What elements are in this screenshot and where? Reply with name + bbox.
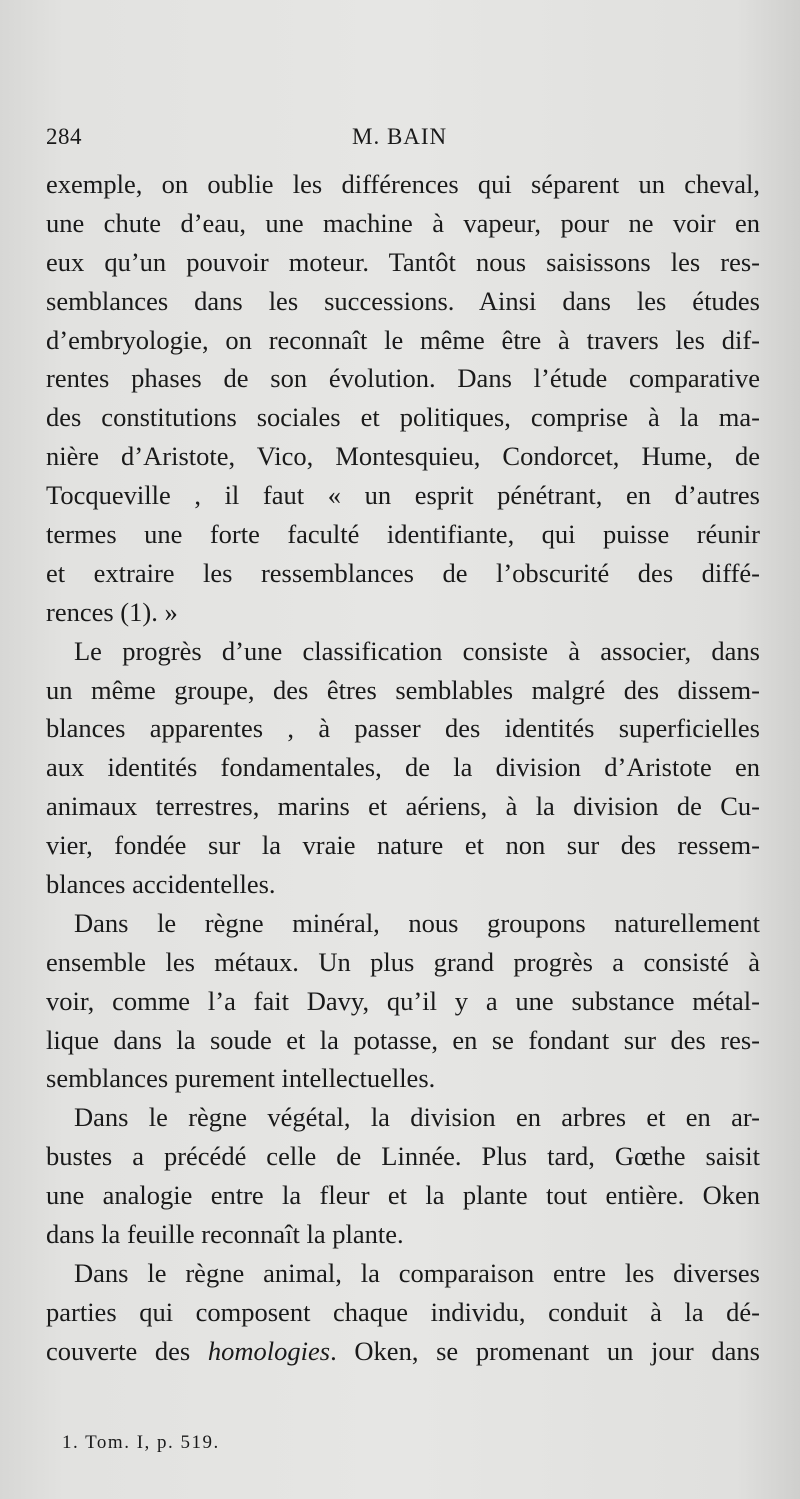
text-line: eux qu’un pouvoir moteur. Tantôt nous saisissons les res- bbox=[46, 246, 760, 277]
text-line: exemple, on oublie les différences qui séparent un cheval, bbox=[46, 169, 760, 199]
text-line: rences (1). » bbox=[46, 596, 178, 627]
text-line: parties qui composent chaque individu, conduit à la dé- bbox=[46, 1296, 760, 1327]
text-line: d’embryologie, on reconnaît le même être à travers les dif- bbox=[46, 324, 760, 355]
text-line: vier, fondée sur la vraie nature et non sur des ressem- bbox=[46, 830, 760, 861]
text-line: une analogie entre la fleur et la plante tout entière. Oken bbox=[46, 1180, 760, 1211]
page-number: 284 bbox=[46, 124, 82, 149]
body-text bbox=[46, 165, 760, 1371]
text-line: des constitutions sociales et politiques, comprise à la ma- bbox=[46, 402, 760, 433]
text-line: termes une forte faculté identifiante, qui puisse réunir bbox=[46, 519, 760, 550]
text-line: un même groupe, des êtres semblables malgré des dissem- bbox=[46, 674, 760, 705]
text-line: semblances purement intellectuelles. bbox=[46, 1063, 436, 1094]
text-line: blances apparentes , à passer des identités superficielles bbox=[46, 713, 760, 744]
text-line: animaux terrestres, marins et aériens, à la division de Cu- bbox=[46, 791, 760, 822]
text-line: rentes phases de son évolution. Dans l’étude comparative bbox=[46, 363, 760, 394]
text-line: dans la feuille reconnaît la plante. bbox=[46, 1219, 404, 1250]
text-line: et extraire les ressemblances de l’obscurité des diffé- bbox=[46, 557, 760, 588]
text-line: nière d’Aristote, Vico, Montesquieu, Condorcet, Hume, de bbox=[46, 441, 760, 472]
text-line-mixed bbox=[46, 1332, 760, 1371]
text-segment: . Oken, se promenant un jour dans bbox=[330, 1335, 760, 1366]
page-header bbox=[46, 124, 760, 154]
paragraph-first-line: Dans le règne minéral, nous groupons naturellement bbox=[74, 907, 760, 938]
text-line: bustes a précédé celle de Linnée. Plus tard, Gœthe saisit bbox=[46, 1141, 760, 1172]
text-line: blances accidentelles. bbox=[46, 869, 276, 900]
italic-term-homologies: homologies bbox=[207, 1335, 331, 1366]
footnote: 1. Tom. I, p. 519. bbox=[62, 1432, 220, 1453]
text-line: voir, comme l’a fait Davy, qu’il y a une substance métal- bbox=[46, 985, 760, 1016]
paragraph-first-line: Dans le règne animal, la comparaison entre les diverses bbox=[74, 1257, 760, 1288]
text-line: lique dans la soude et la potasse, en se fondant sur des res- bbox=[46, 1024, 760, 1055]
text-line: une chute d’eau, une machine à vapeur, pour ne voir en bbox=[46, 207, 760, 238]
running-head: M. BAIN bbox=[352, 124, 448, 149]
text-line: semblances dans les successions. Ainsi dans les études bbox=[46, 285, 760, 316]
text-line: Tocqueville , il faut « un esprit pénétrant, en d’autres bbox=[46, 480, 760, 511]
paragraph-first-line: Le progrès d’une classification consiste à associer, dans bbox=[74, 635, 760, 666]
text-line: ensemble les métaux. Un plus grand progrès a consisté à bbox=[46, 946, 760, 977]
text-segment: couverte des bbox=[46, 1335, 208, 1366]
paragraph-first-line: Dans le règne végétal, la division en arbres et en ar- bbox=[74, 1102, 760, 1133]
text-line: aux identités fondamentales, de la division d’Aristote en bbox=[46, 752, 760, 783]
